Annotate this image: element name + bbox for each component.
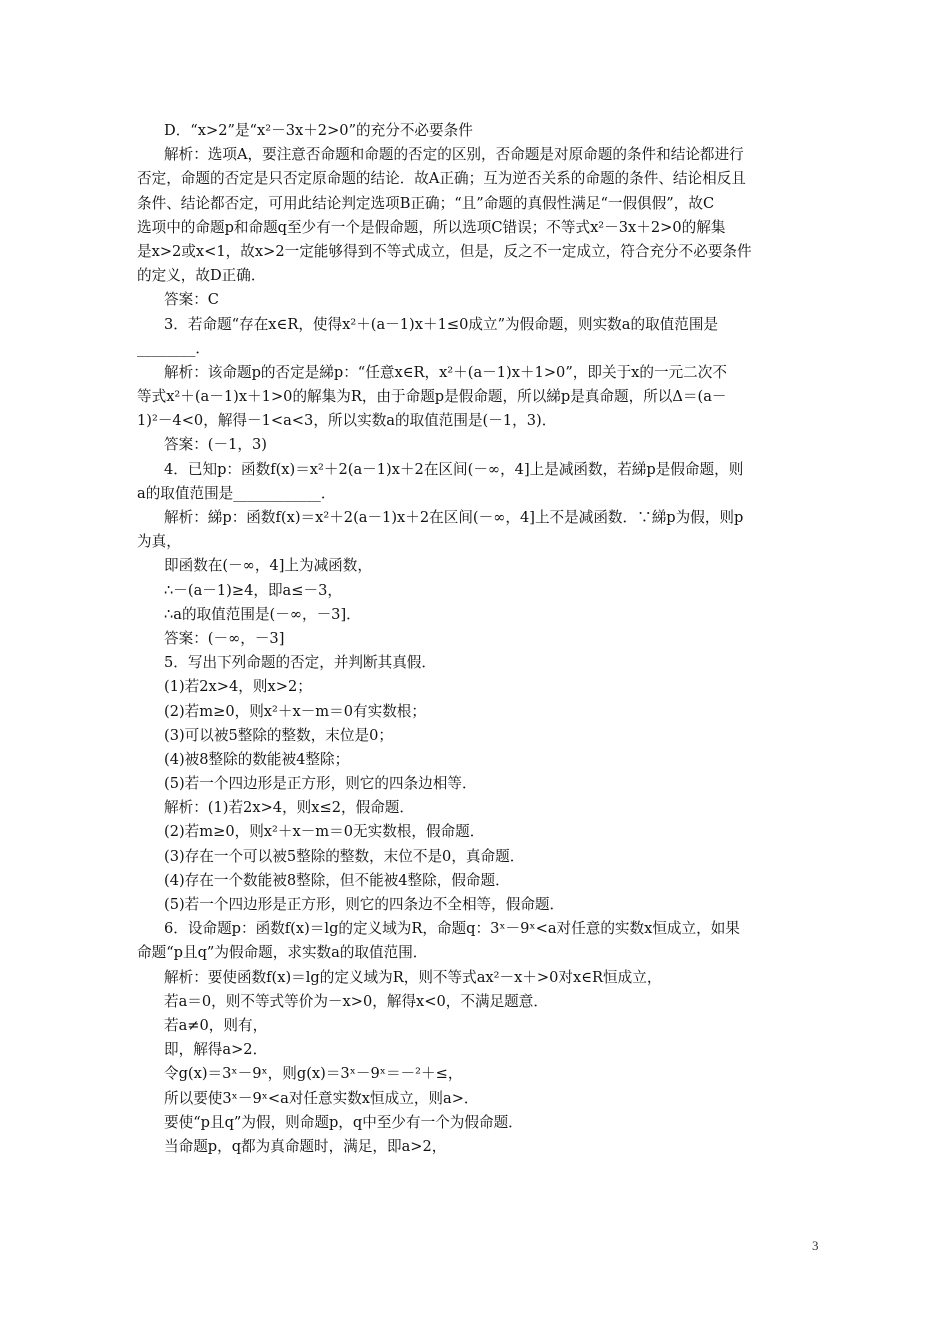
text-line: (4)存在一个数能被8整除，但不能被4整除，假命题． xyxy=(164,871,510,889)
text-line: 要使“p且q”为假，则命题p，q中至少有一个为假命题． xyxy=(164,1113,523,1131)
text-line: 3．若命题“存在x∈R，使得x²＋(a－1)x＋1≤0成立”为假命题，则实数a的取值范围是 xyxy=(164,315,719,333)
text-line: 的定义，故D正确． xyxy=(137,267,266,285)
text-line: 为真， xyxy=(137,533,181,551)
text-line: 1)²－4<0，解得－1<a<3，所以实数a的取值范围是(－1，3)． xyxy=(137,412,557,430)
text-line: D．“x>2”是“x²－3x＋2>0”的充分不必要条件 xyxy=(164,122,473,139)
text-line: a的取值范围是____________． xyxy=(137,484,336,502)
text-line: ________． xyxy=(137,339,210,357)
text-line: 5．写出下列命题的否定，并判断其真假． xyxy=(164,654,436,672)
text-line: 即，解得a>2． xyxy=(164,1041,268,1059)
text-line: 答案：(－1，3) xyxy=(164,436,267,454)
text-line: 解析：选项A，要注意否命题和命题的否定的区别，否命题是对原命题的条件和结论都进行 xyxy=(164,146,744,164)
text-line: 若a≠0，则有， xyxy=(164,1016,268,1034)
text-line: 所以要使3ˣ－9ˣ<a对任意实数x恒成立，则a>． xyxy=(164,1089,479,1107)
text-line: 等式x²＋(a－1)x＋1>0的解集为R，由于命题p是假命题，所以綈p是真命题，所以Δ＝(a－ xyxy=(137,388,727,406)
text-line: (3)可以被5整除的整数，末位是0； xyxy=(164,726,393,744)
text-line: (3)存在一个可以被5整除的整数，末位不是0，真命题． xyxy=(164,847,525,865)
text-line: 命题“p且q”为假命题，求实数a的取值范围． xyxy=(137,944,428,962)
document-body xyxy=(137,119,817,1159)
text-line: 否定，命题的否定是只否定原命题的结论．故A正确；互为逆否关系的命题的条件、结论相反且 xyxy=(137,170,746,188)
text-line: 当命题p，q都为真命题时，满足，即a>2， xyxy=(164,1137,447,1155)
text-line: 选项中的命题p和命题q至少有一个是假命题，所以选项C错误；不等式x²－3x＋2>0的解集 xyxy=(137,218,726,236)
text-line: (5)若一个四边形是正方形，则它的四条边不全相等，假命题． xyxy=(164,896,565,913)
text-line: 解析：綈p：函数f(x)＝x²＋2(a－1)x＋2在区间(－∞，4]上不是减函数．∵綈p为假，则p xyxy=(164,509,744,526)
text-line: 4．已知p：函数f(x)＝x²＋2(a－1)x＋2在区间(－∞，4]上是减函数，若綈p是假命题，则 xyxy=(164,460,744,478)
text-line: 答案：C xyxy=(164,291,219,309)
text-line: (5)若一个四边形是正方形，则它的四条边相等． xyxy=(164,775,477,793)
text-line: 6．设命题p：函数f(x)＝lg的定义域为R，命题q：3ˣ－9ˣ<a对任意的实数x恒成立，如果 xyxy=(164,920,740,938)
text-line: 令g(x)＝3ˣ－9ˣ，则g(x)＝3ˣ－9ˣ＝－²＋≤， xyxy=(164,1065,463,1083)
text-line: 条件、结论都否定，可用此结论判定选项B正确；“且”命题的真假性满足“一假俱假”，故C xyxy=(137,194,715,212)
text-line: 解析：该命题p的否定是綈p：“任意x∈R，x²＋(a－1)x＋1>0”，即关于x的一元二次不 xyxy=(164,363,727,381)
text-line: ∴a的取值范围是(－∞，－3]． xyxy=(164,605,361,623)
text-line: 解析：要使函数f(x)＝lg的定义域为R，则不等式ax²－x＋>0对x∈R恒成立， xyxy=(164,968,662,986)
text-line: (1)若2x>4，则x>2； xyxy=(164,678,312,696)
text-line: 解析：(1)若2x>4，则x≤2，假命题． xyxy=(164,799,414,817)
text-line: (4)被8整除的数能被4整除； xyxy=(164,750,350,768)
text-line: 即函数在(－∞，4]上为减函数， xyxy=(164,557,372,575)
text-line: 若a＝0，则不等式等价为－x>0，解得x<0，不满足题意． xyxy=(164,992,548,1010)
text-line: 答案：(－∞，－3] xyxy=(164,629,285,647)
text-line: ∴－(a－1)≥4，即a≤－3， xyxy=(164,581,342,599)
text-line: 是x>2或x<1，故x>2一定能够得到不等式成立，但是，反之不一定成立，符合充分不必要条件 xyxy=(137,242,752,260)
text-line: (2)若m≥0，则x²＋x－m＝0有实数根； xyxy=(164,702,426,720)
text-line: (2)若m≥0，则x²＋x－m＝0无实数根，假命题． xyxy=(164,823,485,841)
page-number: 3 xyxy=(812,1238,819,1253)
